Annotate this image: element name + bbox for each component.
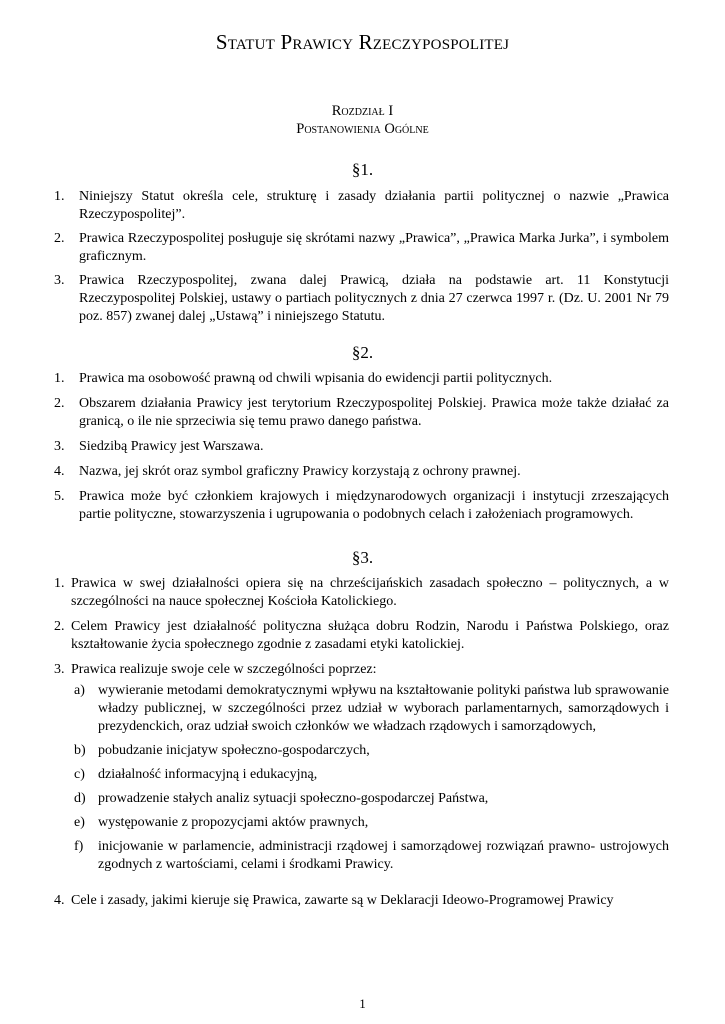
- subitem-letter: d): [74, 791, 86, 806]
- sub-list-item: [74, 790, 669, 808]
- list-item: [54, 618, 669, 654]
- list-item: [54, 463, 669, 481]
- list-item: [54, 370, 669, 388]
- item-text: Cele i zasady, jakimi kieruje się Prawica, zawarte są w Deklaracji Ideowo-Programowej Prawicy: [71, 893, 614, 908]
- item-text: Prawica może być członkiem krajowych i międzynarodowych organizacji i instytucji zrzeszających partie polityczne, stowarzyszenia i ugrupowania o podobnych celach i założeniach programowych.: [79, 489, 669, 522]
- section-heading: §2.: [351, 343, 374, 362]
- item-text: Prawica w swej działalności opiera się na chrześcijańskich zasadach społeczno – politycznych, a w szczególności na nauce społecznej Kościoła Katolickiego.: [71, 576, 669, 609]
- item-number: 3.: [54, 662, 65, 677]
- chapter-name: Postanowienia Ogólne: [296, 121, 429, 137]
- section-3-list-end: [54, 892, 669, 910]
- section-heading: §3.: [351, 548, 374, 567]
- item-number: 5.: [54, 489, 65, 504]
- item-number: 2.: [54, 396, 65, 411]
- item-number: 2.: [54, 619, 65, 634]
- subitem-text: działalność informacyjną i edukacyjną,: [98, 767, 318, 782]
- section-2-list: [54, 370, 669, 524]
- item-number: 3.: [54, 273, 65, 288]
- item-text: Siedzibą Prawicy jest Warszawa.: [79, 439, 264, 454]
- subitem-letter: c): [74, 767, 85, 782]
- list-item: [54, 272, 669, 326]
- item-number: 3.: [54, 439, 65, 454]
- item-text: Niniejszy Statut określa cele, strukturę i zasady działania partii politycznej o nazwie „Prawica Rzeczypospolitej”.: [79, 189, 669, 222]
- page-number: 1: [359, 996, 366, 1011]
- list-item: [54, 488, 669, 524]
- item-number: 2.: [54, 231, 65, 246]
- item-text: Obszarem działania Prawicy jest terytorium Rzeczypospolitej Polskiej. Prawica może także działać za granicą, o ile nie sprzeciwia się temu prawo danego państwa.: [79, 396, 669, 429]
- list-item: [54, 395, 669, 431]
- item-text: Prawica ma osobowość prawną od chwili wpisania do ewidencji partii politycznych.: [79, 371, 553, 386]
- item-text: Nazwa, jej skrót oraz symbol graficzny Prawicy korzystają z ochrony prawnej.: [79, 464, 521, 479]
- section-3-list: [54, 575, 669, 679]
- sub-list-item: [74, 742, 669, 760]
- item-number: 1.: [54, 371, 65, 386]
- item-text: Prawica realizuje swoje cele w szczególności poprzez:: [71, 662, 377, 677]
- list-item: [54, 661, 669, 679]
- item-number: 1.: [54, 576, 65, 591]
- sub-list-item: [74, 766, 669, 784]
- section-1-list: [54, 188, 669, 326]
- section-heading: §1.: [351, 160, 374, 179]
- item-text: Prawica Rzeczypospolitej posługuje się skrótami nazwy „Prawica”, „Prawica Marka Jurka”, i symbolem graficznym.: [79, 231, 669, 264]
- item-text: Celem Prawicy jest działalność polityczna służąca dobru Rodzin, Narodu i Państwa Polskiego, oraz kształtowanie życia społecznego zgodnie z zasadami etyki katolickiej.: [71, 619, 669, 652]
- item-number: 4.: [54, 893, 65, 908]
- subitem-text: prowadzenie stałych analiz sytuacji społeczno-gospodarczej Państwa,: [98, 791, 489, 806]
- subitem-text: pobudzanie inicjatyw społeczno-gospodarczych,: [98, 743, 370, 758]
- chapter-number: Rozdział I: [331, 103, 394, 119]
- list-item: [54, 892, 669, 910]
- list-item: [54, 188, 669, 224]
- subitem-letter: a): [74, 683, 85, 698]
- subitem-text: występowanie z propozycjami aktów prawnych,: [98, 815, 369, 830]
- sub-list-item: [74, 682, 669, 736]
- section-3-sublist: [74, 682, 669, 874]
- item-text: Prawica Rzeczypospolitej, zwana dalej Prawicą, działa na podstawie art. 11 Konstytucji Rzeczypospolitej Polskiej, ustawy o partiach politycznych z dnia 27 czerwca 1997 r. (Dz. U. 2001 Nr 79 poz. 857) zwanej dalej „Ustawą” i niniejszego Statutu.: [79, 273, 669, 324]
- list-item: [54, 230, 669, 266]
- item-number: 1.: [54, 189, 65, 204]
- subitem-text: wywieranie metodami demokratycznymi wpływu na kształtowanie polityki państwa lub sprawowanie władzy publicznej, w szczególności przez udział w wyborach parlamentarnych, samorządowych i prezydenckich, oraz udział swoich członków we władzach rządowych i samorządowych,: [98, 683, 669, 734]
- list-item: [54, 575, 669, 611]
- sub-list-item: [74, 814, 669, 832]
- subitem-letter: f): [74, 839, 84, 854]
- document-title: Statut Prawicy Rzeczypospolitej: [215, 30, 510, 54]
- subitem-letter: e): [74, 815, 85, 830]
- chapter-heading: [0, 102, 725, 138]
- item-number: 4.: [54, 464, 65, 479]
- sub-list-item: [74, 838, 669, 874]
- subitem-letter: b): [74, 743, 86, 758]
- subitem-text: inicjowanie w parlamencie, administracji rządowej i samorządowej rozwiązań prawno- ustrojowych zgodnych z wartościami, celami i środkami Prawicy.: [98, 839, 669, 872]
- list-item: [54, 438, 669, 456]
